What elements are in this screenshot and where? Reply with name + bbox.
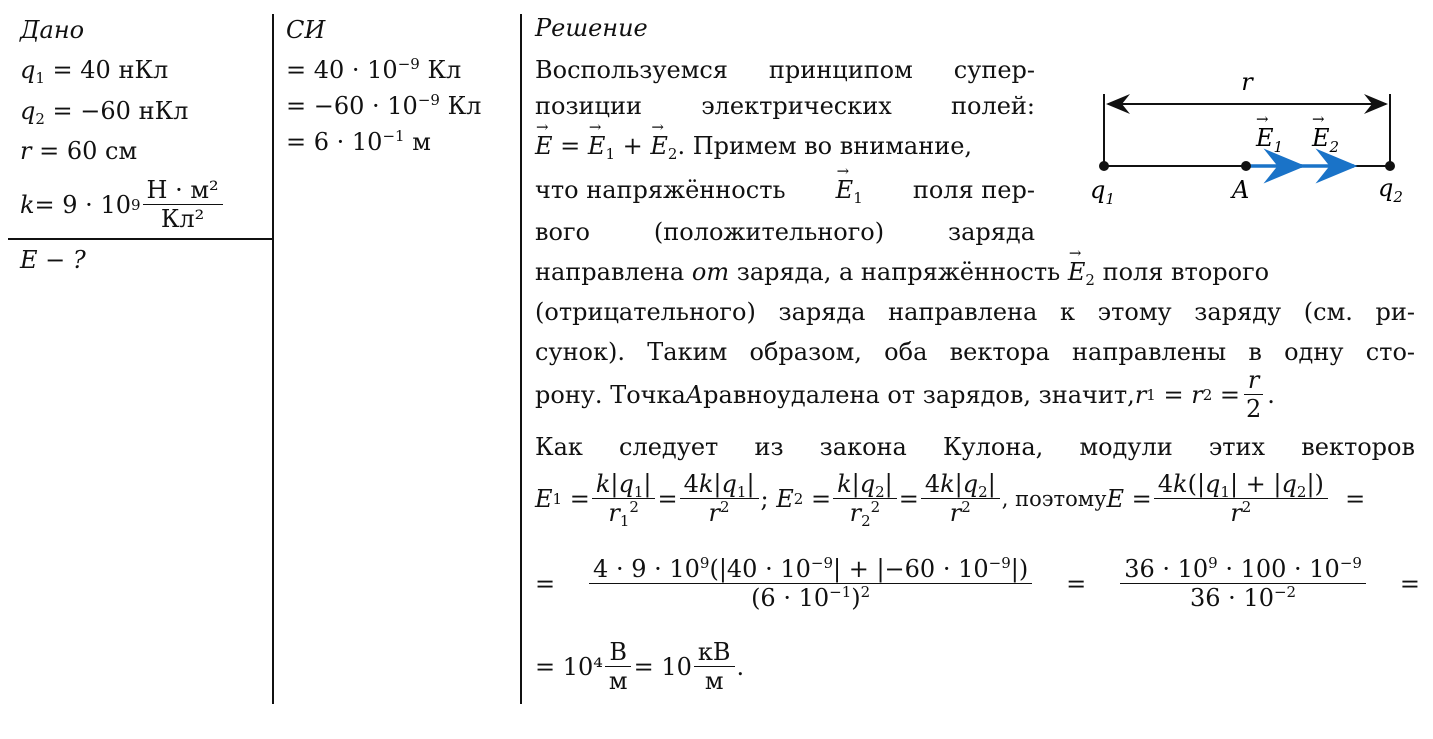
given-k: k = 9 · 10 9 $\frac{\text{Н · м²}}{\text{Кл²}}$ <box>20 176 225 233</box>
si-line-3: = $6 \cdot 10^{-1}$ м <box>286 127 431 156</box>
a-point <box>1241 161 1251 171</box>
divider-si-solution <box>520 14 522 704</box>
si-line-2: = $-60 \cdot 10^{-9}$ Кл <box>286 91 482 120</box>
solution-header: Решение <box>535 14 648 42</box>
given-r: r = 60 см <box>20 137 138 165</box>
given-header: Дано <box>20 16 85 44</box>
divider-given-si <box>272 14 274 704</box>
e1-vector-mark: → <box>1256 110 1269 128</box>
solution-line-4: что напряжённость → $E_1$ поля пер- <box>535 176 1035 204</box>
q1-label: $q_1$ <box>1090 176 1115 208</box>
solution-line-7: (отрицательного) заряда направлена к этому заряду (см. ри- <box>535 298 1415 326</box>
solution-line-8: сунок). Таким образом, оба вектора направлены в одну сто- <box>535 338 1415 366</box>
k-unit-fraction: $\frac{\text{Н · м²}}{\text{Кл²}}$ <box>143 176 223 233</box>
q2-label: $q_2$ <box>1378 174 1403 206</box>
given-q2: $q_2 = -60$ нКл <box>20 97 189 128</box>
solution-line-3: → E = → $E_1$ + → $E_2$. Примем во внимание, <box>535 132 972 160</box>
field-diagram <box>1080 60 1420 220</box>
a-label: A <box>1232 176 1250 204</box>
solution-line-6: направлена от заряда, а напряжённость → $E_2$ поля второго <box>535 258 1269 286</box>
solution-line-1: Воспользуемся принципом супер- <box>535 56 1035 84</box>
e2-vector-mark: → <box>1312 110 1325 128</box>
si-line-1: = $40 \cdot 10^{-9}$ Кл <box>286 55 462 84</box>
solution-line-2: позиции электрических полей: <box>535 92 1035 120</box>
coulomb-formulas: E 1 = $\frac{k|q_1|}{r_1^2}$ = $\frac{4k|q_1|}{r^2}$ ; E 2 = $\frac{k|q_2|}{r_2^2}$ = $\frac{4k|q_2|}{r^2}$ , поэтому E = $\frac{4k(|q_1| + |q_2|)}{r^2}$ = <box>535 470 1366 530</box>
q2-point <box>1385 161 1395 171</box>
r-label: r <box>1241 68 1253 96</box>
solution-line-5: вого (положительного) заряда <box>535 218 1035 246</box>
given-find: E − ? <box>20 246 86 274</box>
final-answer: = 10⁴ $\frac{В}{м}$ = 10 $\frac{кВ}{м}$ . <box>535 638 745 695</box>
numeric-substitution: = $\frac{4 \cdot 9 \cdot 10^9(|40 \cdot 10^{-9}| + |-60 \cdot 10^{-9}|)}{(6 \cdot 10^{-1})^2}$ = $\frac{36 \cdot 10^9 \cdot 100 \cdot 10^{-9}}{36 \cdot 10^{-2}}$ = <box>535 554 1420 612</box>
solution-line-9: рону. Точка A равноудалена от зарядов, значит, r 1 = r 2 = $\frac{r}{2}$ . <box>535 366 1275 423</box>
si-header: СИ <box>286 16 326 44</box>
solution-line-10: Как следует из закона Кулона, модули этих векторов <box>535 433 1415 461</box>
e2-label: $E_2$ <box>1312 124 1340 156</box>
q1-point <box>1099 161 1109 171</box>
e1-label: $E_1$ <box>1256 124 1284 156</box>
given-q1: $q_1 = 40$ нКл <box>20 56 169 87</box>
